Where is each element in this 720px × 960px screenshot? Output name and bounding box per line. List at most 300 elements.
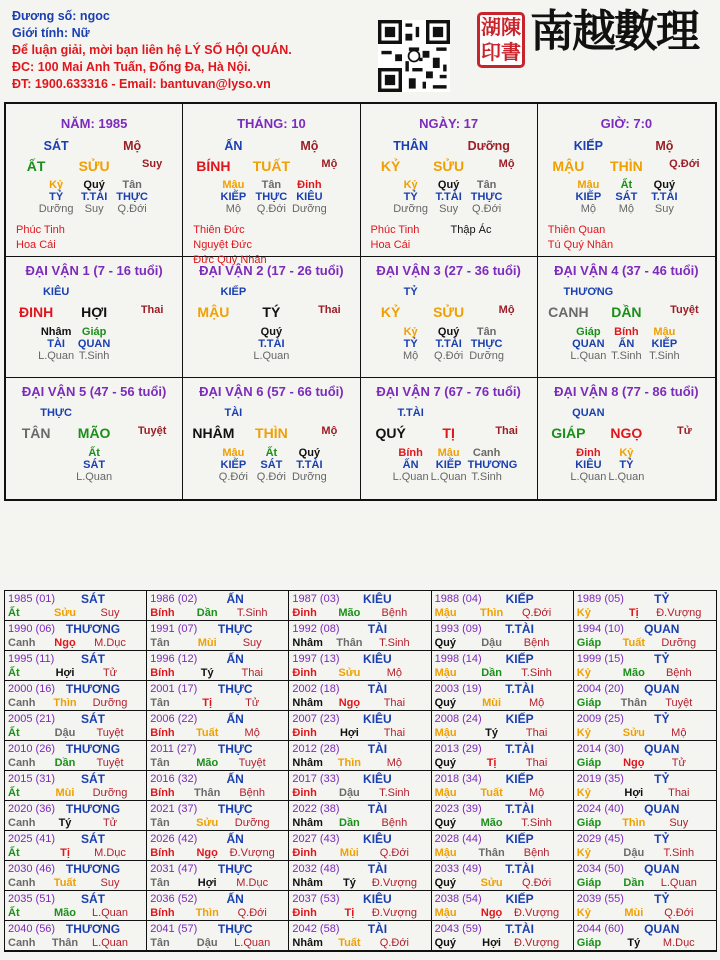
- year-branch: Hợi: [197, 877, 217, 889]
- year-stage: Q.Đới: [521, 877, 552, 889]
- stage: Dưỡng: [291, 203, 327, 215]
- year-stem: Ất: [8, 787, 20, 799]
- luck-god-row: [183, 407, 359, 419]
- year-label: 2039 (55): [576, 893, 624, 905]
- seal-text: 湖陳: [481, 15, 521, 39]
- luck-title: ĐẠI VẬN 1 (7 - 16 tuổi): [25, 263, 163, 278]
- star: Đức Quý Nhân: [193, 254, 267, 266]
- hidden-stem: Bính: [614, 326, 639, 338]
- year-branch: Mùi: [624, 907, 644, 919]
- hidden-god: [113, 459, 151, 471]
- star: Thiên Đức: [193, 224, 245, 236]
- year-god: KIÊU: [363, 832, 392, 846]
- stage: Q.Đới: [434, 350, 464, 362]
- hidden-god: THỰC: [116, 191, 148, 203]
- chart-grid: [4, 102, 717, 501]
- luck-stage-row: [361, 350, 537, 362]
- year-label: 2041 (57): [150, 923, 198, 935]
- stage: L.Quan: [608, 471, 645, 483]
- year-stage: Q.Đới: [237, 907, 267, 919]
- year-god: KIÊU: [363, 772, 392, 786]
- year-stem: Ất: [8, 667, 20, 679]
- luck-god: QUAN: [572, 407, 605, 419]
- year-god: ẤN: [226, 592, 244, 606]
- year-branch: Tý: [627, 937, 641, 949]
- stage: [214, 350, 252, 362]
- luck-branch: TỊ: [442, 425, 455, 441]
- year-stage: M.Dục: [236, 877, 269, 889]
- hidden-god: ẤN: [402, 459, 419, 471]
- seal-text: 印書: [481, 40, 521, 64]
- year-branch: Mùi: [339, 847, 359, 859]
- year-label: 2022 (38): [292, 803, 340, 815]
- life-stage: Mộ: [321, 158, 338, 170]
- year-stem: Đinh: [292, 667, 317, 679]
- year-god: KIÊU: [363, 712, 392, 726]
- year-label: 1990 (06): [8, 623, 56, 635]
- luck-stage-row: [183, 471, 359, 483]
- luck-stem: KỶ: [380, 304, 401, 320]
- year-stem: Tân: [150, 637, 170, 649]
- year-label: 2042 (58): [292, 923, 340, 935]
- year-branch: Mão: [196, 757, 219, 769]
- year-god: ẤN: [226, 712, 244, 726]
- year-stem: Quý: [434, 937, 456, 949]
- ten-god: [430, 139, 468, 153]
- hidden-stem: [113, 447, 151, 459]
- year-branch: Tị: [486, 757, 497, 769]
- hidden-god: T.TÀI: [435, 338, 462, 350]
- year-cell: [432, 711, 574, 741]
- year-branch: Ngọ: [480, 907, 503, 919]
- stage: Mộ: [618, 203, 635, 215]
- year-god: THƯƠNG: [65, 742, 121, 756]
- luck-stage-row: [183, 350, 359, 362]
- life-stage: Suy: [142, 158, 163, 170]
- year-stage: Đ.Vượng: [656, 607, 702, 619]
- year-god: THỰC: [217, 682, 253, 696]
- year-label: 2019 (35): [576, 773, 624, 785]
- stage: L.Quan: [570, 471, 607, 483]
- year-label: 2023 (39): [434, 803, 482, 815]
- year-stage: Thai: [383, 697, 406, 709]
- year-label: 1996 (12): [150, 653, 198, 665]
- year-cell: [432, 771, 574, 801]
- year-stage: Đ.Vượng: [229, 847, 275, 859]
- hidden-god: QUAN: [77, 338, 111, 350]
- hidden-stem: Mậu: [222, 447, 245, 459]
- year-branch: Mão: [622, 667, 645, 679]
- luck-stage: Mộ: [498, 304, 515, 316]
- year-god: SÁT: [81, 652, 105, 666]
- year-label: 1997 (13): [292, 653, 340, 665]
- stem-branch-row: [361, 158, 537, 174]
- hidden-stem: [645, 447, 683, 459]
- year-stem: Ất: [8, 607, 20, 619]
- year-stem: Canh: [8, 877, 36, 889]
- pillar-cell: [361, 104, 538, 257]
- year-god: THỰC: [217, 862, 253, 876]
- hidden-god: T.TÀI: [435, 191, 462, 203]
- year-stage: L.Quan: [660, 877, 697, 889]
- pillar-title: GIỜ: 7:0: [600, 116, 653, 131]
- luck-hidden-row: [538, 326, 715, 338]
- luck-stem: MẬU: [197, 304, 230, 320]
- luck-stage: Mộ: [321, 425, 338, 437]
- year-stem: Tân: [150, 817, 170, 829]
- luck-god2-row: [361, 338, 537, 350]
- star: Hoa Cái: [16, 239, 56, 251]
- branch: SỬU: [433, 158, 465, 174]
- year-god: SÁT: [81, 832, 105, 846]
- hidden-stem: Mậu: [577, 179, 600, 191]
- stage: Dưỡng: [291, 471, 327, 483]
- stage: Mộ: [580, 203, 597, 215]
- luck-main-row: [6, 425, 182, 441]
- year-cell: [5, 711, 147, 741]
- luck-stage-row: [538, 471, 715, 483]
- year-cell: [5, 621, 147, 651]
- year-branch: Tị: [202, 697, 213, 709]
- year-god: KIẾP: [505, 892, 534, 906]
- year-branch: Dậu: [54, 727, 76, 739]
- year-branch: Mùi: [55, 787, 75, 799]
- year-cell: [5, 741, 147, 771]
- year-stage: Tuyệt: [96, 757, 124, 769]
- year-stem: Tân: [150, 757, 170, 769]
- ten-god-row: [183, 139, 359, 153]
- year-cell: [289, 681, 431, 711]
- year-god: TÀI: [367, 682, 388, 696]
- year-label: 2035 (51): [8, 893, 56, 905]
- year-branch: Tý: [342, 877, 356, 889]
- pillar-cell: [183, 104, 360, 266]
- star: Phúc Tinh: [16, 224, 65, 236]
- luck-stage: Tuyệt: [137, 425, 167, 437]
- year-stem: Canh: [8, 817, 36, 829]
- hidden-god: TÀI: [47, 338, 65, 350]
- year-label: 2004 (20): [576, 683, 624, 695]
- luck-stage: Thai: [495, 425, 518, 437]
- year-label: 2010 (26): [8, 743, 56, 755]
- year-stem: Tân: [150, 937, 170, 949]
- stem: BÍNH: [196, 158, 231, 174]
- year-stage: Tuyệt: [665, 697, 693, 709]
- year-stem: Bính: [150, 727, 175, 739]
- year-stem: Quý: [434, 877, 456, 889]
- year-stage: Mộ: [528, 787, 545, 799]
- luck-stage-row: [6, 350, 182, 362]
- year-god: THỰC: [217, 922, 253, 936]
- hidden-god-row: [361, 191, 537, 203]
- year-stem: Nhâm: [292, 757, 323, 769]
- year-cell: [289, 591, 431, 621]
- year-stage: L.Quan: [91, 937, 129, 949]
- hidden-stem: Canh: [472, 447, 501, 459]
- stage: T.Sinh: [649, 350, 680, 362]
- gender: Giới tính: Nữ: [12, 26, 90, 40]
- year-stem: Canh: [8, 757, 36, 769]
- luck-cell: [538, 257, 715, 378]
- year-stage: Bệnh: [665, 667, 692, 679]
- year-stem: Quý: [434, 637, 456, 649]
- year-label: 2012 (28): [292, 743, 340, 755]
- hidden-god: KIẾP: [220, 191, 247, 203]
- hidden-god: KIÊU: [296, 191, 323, 203]
- luck-god-row: [6, 286, 182, 298]
- luck-hidden-row: [6, 447, 182, 459]
- year-branch: Tuất: [195, 727, 219, 739]
- year-cell: [432, 621, 574, 651]
- luck-title: ĐẠI VẬN 4 (37 - 46 tuổi): [554, 263, 699, 278]
- stage: Q.Đới: [256, 471, 286, 483]
- year-cell: [147, 861, 289, 891]
- year-stage: Suy: [669, 817, 689, 829]
- stage: T.Sinh: [78, 350, 110, 362]
- year-branch: Tuất: [338, 937, 361, 949]
- luck-main-row: [538, 425, 715, 441]
- hidden-stem: Tân: [261, 179, 282, 191]
- hidden-stem: Đinh: [576, 447, 601, 459]
- red-seal-stamp: [477, 12, 525, 68]
- year-cell: [289, 861, 431, 891]
- hidden-stem: Quý: [83, 179, 105, 191]
- year-stage: T.Sinh: [663, 847, 695, 859]
- stage: [113, 471, 151, 483]
- hidden-stem: [290, 326, 328, 338]
- year-stage: Dưỡng: [661, 637, 697, 649]
- year-stem: Mậu: [434, 847, 457, 859]
- luck-stage: Tuyệt: [670, 304, 699, 316]
- hidden-god-row: [183, 191, 359, 203]
- year-stem: Kỷ: [576, 787, 591, 799]
- year-god: THƯƠNG: [65, 682, 121, 696]
- year-label: 1992 (08): [292, 623, 340, 635]
- year-label: 1987 (03): [292, 593, 340, 605]
- year-label: 1999 (15): [576, 653, 624, 665]
- year-label: 2008 (24): [434, 713, 482, 725]
- hidden-god: TỶ: [403, 338, 418, 350]
- year-god: TÀI: [367, 862, 388, 876]
- year-stage: Tử: [102, 667, 118, 679]
- hidden-stem: [113, 326, 151, 338]
- hidden-god: THỰC: [470, 338, 503, 350]
- year-stage: Mộ: [386, 757, 403, 769]
- luck-branch: TÝ: [262, 304, 281, 320]
- year-branch: Sửu: [622, 727, 645, 739]
- year-stage: Đ.Vượng: [371, 877, 417, 889]
- luck-hidden-row: [183, 326, 359, 338]
- year-stage: Bệnh: [523, 637, 550, 649]
- luck-god: T.TÀI: [397, 407, 424, 419]
- hidden-god: TỶ: [49, 191, 64, 203]
- year-god: THỰC: [217, 742, 253, 756]
- hidden-stem: Kỷ: [403, 179, 418, 191]
- luck-god-row: [183, 286, 359, 298]
- year-cell: [574, 681, 716, 711]
- year-stage: Tử: [102, 817, 118, 829]
- year-cell: [574, 651, 716, 681]
- year-branch: Tị: [344, 907, 355, 919]
- year-stage: Suy: [100, 877, 120, 889]
- year-stage: Mộ: [528, 697, 545, 709]
- year-stem: Nhâm: [292, 697, 323, 709]
- year-cell: [147, 621, 289, 651]
- stage: Suy: [654, 203, 674, 215]
- star: Tú Quý Nhân: [547, 239, 614, 251]
- stage: Suy: [84, 203, 104, 215]
- year-stem: Bính: [150, 907, 175, 919]
- year-god: THƯƠNG: [65, 862, 121, 876]
- year-god: KIÊU: [363, 892, 392, 906]
- year-stem: Ất: [8, 727, 20, 739]
- year-stage: T.Sinh: [379, 637, 410, 649]
- year-stage: Q.Đới: [521, 607, 552, 619]
- year-god: KIẾP: [505, 832, 534, 846]
- year-stage: T.Sinh: [521, 817, 552, 829]
- year-stage: Tử: [671, 757, 686, 769]
- contact-note: Để luận giải, mời bạn liên hệ LÝ SỐ HỘI QUÁN.: [12, 43, 292, 57]
- year-label: 1986 (02): [150, 593, 198, 605]
- ten-god: ẤN: [224, 139, 243, 153]
- year-label: 2006 (22): [150, 713, 198, 725]
- yearly-table: [4, 590, 717, 952]
- hidden-god: ẤN: [618, 338, 635, 350]
- year-stem: Đinh: [292, 607, 317, 619]
- stage-row: [183, 203, 359, 215]
- year-stage: Dưỡng: [234, 817, 270, 829]
- luck-title: ĐẠI VẬN 5 (47 - 56 tuổi): [21, 384, 167, 399]
- ten-god: THÂN: [393, 139, 428, 153]
- year-god: QUAN: [644, 742, 680, 756]
- luck-cell: [6, 257, 183, 378]
- year-stage: Đ.Vượng: [371, 907, 417, 919]
- hidden-god: [113, 338, 151, 350]
- year-label: 2001 (17): [150, 683, 198, 695]
- luck-hidden-row: [361, 447, 537, 459]
- year-label: 2002 (18): [292, 683, 340, 695]
- luck-branch: MÃO: [77, 425, 111, 441]
- year-god: THỰC: [217, 622, 253, 636]
- year-cell: [5, 651, 147, 681]
- year-branch: Thân: [336, 637, 363, 649]
- special-stars: [16, 223, 182, 253]
- special-stars: [548, 223, 715, 253]
- year-cell: [147, 921, 289, 951]
- stage: [113, 350, 151, 362]
- pillar-title: NGÀY: 17: [419, 116, 479, 131]
- pillar-cell: [538, 104, 715, 257]
- ten-god-row: [361, 139, 537, 153]
- hidden-stem: Mậu: [437, 447, 460, 459]
- year-branch: Sửu: [196, 817, 219, 829]
- stage: L.Quan: [430, 471, 467, 483]
- year-stem: Mậu: [434, 727, 457, 739]
- year-god: KIẾP: [505, 772, 534, 786]
- year-stage: Tử: [245, 697, 260, 709]
- year-branch: Thìn: [622, 817, 646, 829]
- hidden-god: [37, 459, 75, 471]
- luck-main-row: [6, 304, 182, 320]
- hidden-god: KIẾP: [435, 459, 462, 471]
- year-branch: Hợi: [624, 787, 644, 799]
- stage-row: [361, 203, 537, 215]
- year-cell: [5, 591, 147, 621]
- year-label: 2011 (27): [150, 743, 197, 755]
- hidden-stem: Ất: [620, 179, 633, 191]
- luck-title: ĐẠI VẬN 6 (57 - 66 tuổi): [199, 384, 344, 399]
- year-branch: Dậu: [481, 637, 502, 649]
- year-branch: Mão: [338, 607, 361, 619]
- luck-stem: NHÂM: [192, 425, 235, 441]
- year-label: 2020 (36): [8, 803, 56, 815]
- luck-stage: Thai: [318, 304, 341, 316]
- stage: L.Quan: [253, 350, 290, 362]
- stage: [645, 471, 683, 483]
- hidden-god: KIẾP: [220, 459, 247, 471]
- year-label: 2005 (21): [8, 713, 56, 725]
- luck-cell: [183, 378, 360, 499]
- year-cell: [574, 591, 716, 621]
- year-branch: Thân: [620, 697, 647, 709]
- year-branch: Dậu: [196, 937, 218, 949]
- luck-stage-row: [538, 350, 715, 362]
- stem-branch-row: [183, 158, 359, 174]
- year-stage: Tuyệt: [238, 757, 266, 769]
- year-branch: Mùi: [482, 697, 502, 709]
- qr-code-icon: [378, 20, 450, 92]
- year-god: T.TÀI: [505, 802, 534, 816]
- year-stem: Mậu: [434, 667, 457, 679]
- year-god: TÀI: [367, 742, 388, 756]
- year-branch: Tị: [628, 607, 639, 619]
- year-god: TỶ: [654, 652, 670, 666]
- luck-stage-row: [6, 471, 182, 483]
- year-branch: Thân: [194, 787, 221, 799]
- year-stem: Giáp: [576, 697, 602, 709]
- year-label: 2017 (33): [292, 773, 340, 785]
- luck-stem: ĐINH: [19, 304, 54, 320]
- year-god: KIẾP: [505, 652, 534, 666]
- year-cell: [574, 831, 716, 861]
- year-stage: Bệnh: [381, 817, 408, 829]
- hidden-god: QUAN: [572, 338, 605, 350]
- hidden-stem: Kỷ: [403, 326, 418, 338]
- year-branch: Thìn: [53, 697, 77, 709]
- year-stem: Nhâm: [292, 637, 323, 649]
- year-stage: Thai: [525, 757, 548, 769]
- stage: Q.Đới: [117, 203, 147, 215]
- luck-god-row: [538, 286, 715, 298]
- hidden-stem: Quý: [437, 326, 460, 338]
- year-label: 1985 (01): [8, 593, 56, 605]
- year-cell: [5, 681, 147, 711]
- year-cell: [289, 921, 431, 951]
- luck-branch: DẦN: [611, 304, 642, 320]
- luck-god-row: [538, 407, 715, 419]
- year-cell: [574, 921, 716, 951]
- year-cell: [574, 891, 716, 921]
- year-stem: Kỷ: [576, 847, 591, 859]
- hidden-god: TỶ: [619, 459, 634, 471]
- stage: L.Quan: [392, 471, 429, 483]
- year-branch: Dần: [623, 877, 645, 889]
- hidden-god: T.TÀI: [651, 191, 678, 203]
- year-branch: Ngọ: [196, 847, 218, 859]
- year-god: SÁT: [81, 592, 105, 606]
- year-stem: Quý: [434, 697, 456, 709]
- year-stem: Mậu: [434, 907, 457, 919]
